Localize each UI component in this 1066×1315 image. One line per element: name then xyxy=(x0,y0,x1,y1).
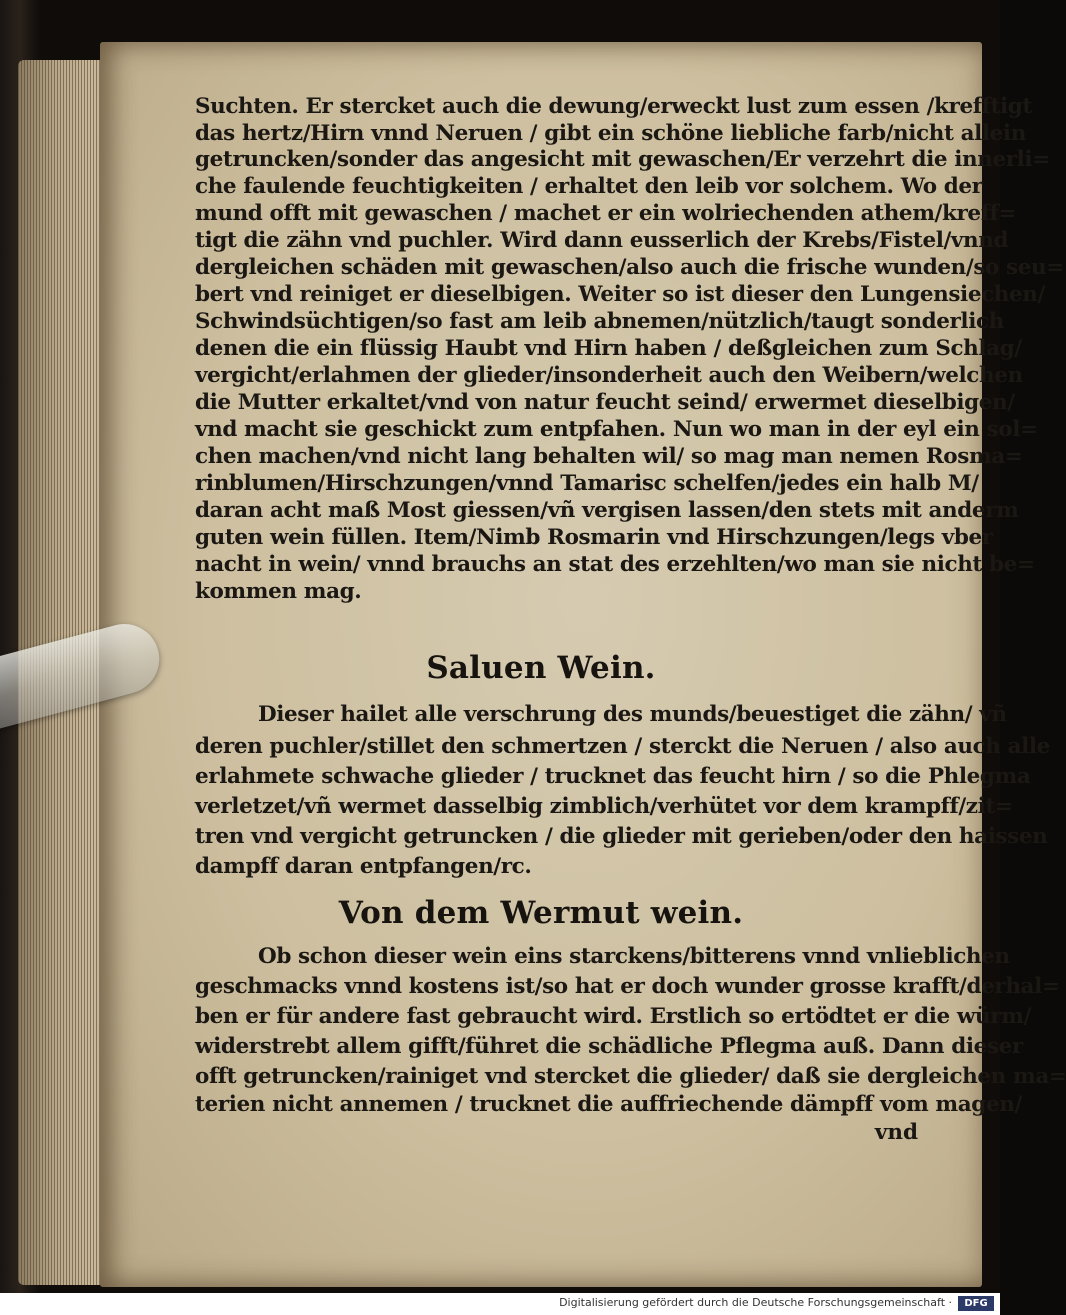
text-line: Schwindsüchtigen/so fast am leib abnemen/nützlich/taugt sonderlich xyxy=(195,309,1004,334)
text-line: das hertz/Hirn vnnd Neruen / gibt ein schöne liebliche farb/nicht allein xyxy=(195,121,1026,146)
text-line: vergicht/erlahmen der glieder/insonderheit auch den Weibern/welchen xyxy=(195,363,1023,388)
funding-credit: Digitalisierung gefördert durch die Deutsche Forschungsgemeinschaft · xyxy=(559,1296,952,1309)
text-line: tren vnd vergicht getruncken / die glieder mit gerieben/oder den haissen xyxy=(195,824,1048,849)
text-line: nacht in wein/ vnnd brauchs an stat des erzehlten/wo man sie nicht be= xyxy=(195,552,1035,577)
section-heading-salven-wein: Saluen Wein. xyxy=(426,650,656,686)
text-line: dergleichen schäden mit gewaschen/also auch die frische wunden/so seu= xyxy=(195,255,1064,280)
text-line: guten wein füllen. Item/Nimb Rosmarin vnd Hirschzungen/legs vber xyxy=(195,525,993,550)
text-line: deren puchler/stillet den schmertzen / sterckt die Neruen / also auch alle xyxy=(195,734,1050,759)
text-line: Ob schon dieser wein eins starckens/bitterens vnnd vnlieblichen xyxy=(258,944,1010,969)
text-line: kommen mag. xyxy=(195,579,362,604)
text-line: die Mutter erkaltet/vnd von natur feucht seind/ erwermet dieselbigen/ xyxy=(195,390,1015,415)
text-line: ben er für andere fast gebraucht wird. Erstlich so ertödtet er die würm/ xyxy=(195,1004,1031,1029)
text-line: geschmacks vnnd kostens ist/so hat er doch wunder grosse krafft/derhal= xyxy=(195,974,1060,999)
footer-bar xyxy=(0,1293,1000,1315)
dfg-logo: DFG xyxy=(958,1296,994,1311)
text-line: getruncken/sonder das angesicht mit gewaschen/Er verzehrt die innerli= xyxy=(195,147,1050,172)
text-line: denen die ein flüssig Haubt vnd Hirn haben / deßgleichen zum Schlag/ xyxy=(195,336,1022,361)
text-line: rinblumen/Hirschzungen/vnnd Tamarisc schelfen/jedes ein halb M/ xyxy=(195,471,979,496)
text-line: widerstrebt allem gifft/führet die schädliche Pflegma auß. Dann dieser xyxy=(195,1034,1023,1059)
text-line: Dieser hailet alle verschrung des munds/beuestiget die zähn/ vñ xyxy=(258,702,1007,727)
text-line: offt getruncken/rainiget vnd stercket die glieder/ daß sie dergleichen ma= xyxy=(195,1064,1066,1089)
text-line: bert vnd reiniget er dieselbigen. Weiter so ist dieser den Lungensiechen/ xyxy=(195,282,1045,307)
text-line: che faulende feuchtigkeiten / erhaltet den leib vor solchem. Wo der xyxy=(195,174,983,199)
text-line: vnd macht sie geschickt zum entpfahen. Nun wo man in der eyl ein sol= xyxy=(195,417,1038,442)
text-line: tigt die zähn vnd puchler. Wird dann eusserlich der Krebs/Fistel/vnnd xyxy=(195,228,1009,253)
text-line: chen machen/vnd nicht lang behalten wil/ so mag man nemen Rosma= xyxy=(195,444,1023,469)
section-heading-wermut-wein: Von dem Wermut wein. xyxy=(338,895,744,931)
text-line: erlahmete schwache glieder / trucknet das feucht hirn / so die Phlegma xyxy=(195,764,1031,789)
catchword: vnd xyxy=(874,1120,918,1145)
text-line: terien nicht annemen / trucknet die auffriechende dämpff vom magen/ xyxy=(195,1092,1022,1117)
text-line: verletzet/vñ wermet dasselbig zimblich/verhütet vor dem krampff/zit= xyxy=(195,794,1013,819)
text-line: daran acht maß Most giessen/vñ vergisen lassen/den stets mit anderm xyxy=(195,498,1019,523)
text-line: mund offt mit gewaschen / machet er ein wolriechenden athem/kreff= xyxy=(195,201,1017,226)
text-line: dampff daran entpfangen/rc. xyxy=(195,854,532,879)
text-line: Suchten. Er stercket auch die dewung/erweckt lust zum essen /krefftigt xyxy=(195,94,1032,119)
